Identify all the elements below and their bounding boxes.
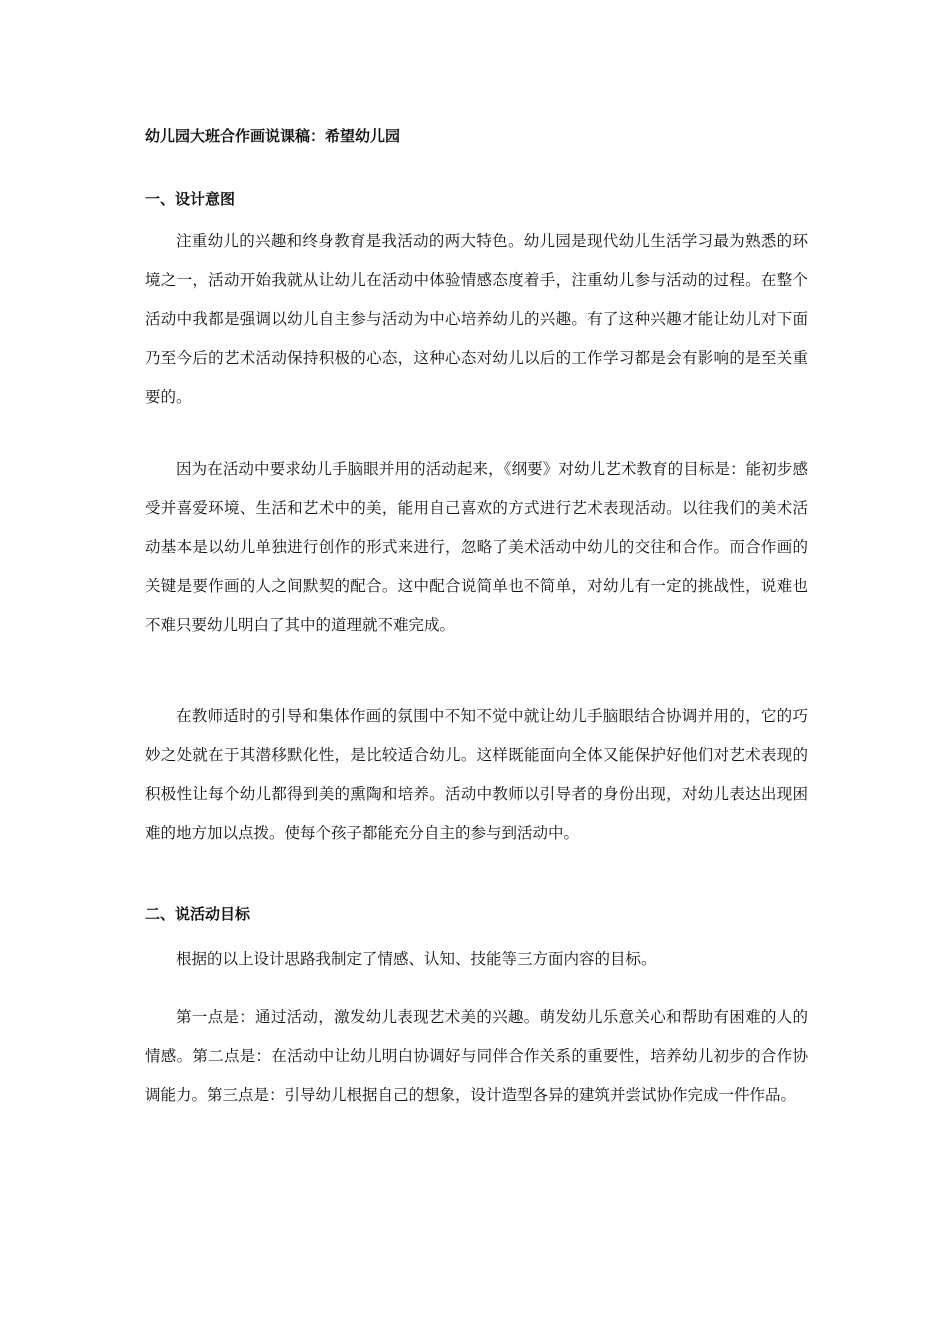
paragraph: 注重幼儿的兴趣和终身教育是我活动的两大特色。幼儿园是现代幼儿生活学习最为熟悉的环境之一，活动开始我就从让幼儿在活动中体验情感态度着手，注重幼儿参与活动的过程。在整个活动中我都是强调以幼儿自主参与活动为中心培养幼儿的兴趣。有了这种兴趣才能让幼儿对下面乃至今后的艺术活动保持积极的心态，这种心态对幼儿以后的工作学习都是会有影响的是至关重要的。: [145, 232, 808, 406]
paragraph: 第一点是：通过活动，激发幼儿表现艺术美的兴趣。萌发幼儿乐意关心和帮助有困难的人的情感。第二点是：在活动中让幼儿明白协调好与同伴合作关系的重要性，培养幼儿初步的合作协调能力。第三点是：引导幼儿根据自己的想象，设计造型各异的建筑并尝试协作完成一件作品。: [145, 1008, 808, 1104]
document-title: 幼儿园大班合作画说课稿：希望幼儿园: [145, 127, 401, 145]
paragraph: 根据的以上设计思路我制定了情感、认知、技能等三方面内容的目标。: [176, 950, 657, 968]
paragraph: 因为在活动中要求幼儿手脑眼并用的活动起来，《纲要》对幼儿艺术教育的目标是：能初步感受并喜爱环境、生活和艺术中的美，能用自己喜欢的方式进行艺术表现活动。以往我们的美术活动基本是以幼儿单独进行创作的形式来进行，忽略了美术活动中幼儿的交往和合作。而合作画的关键是要作画的人之间默契的配合。这中配合说简单也不简单，对幼儿有一定的挑战性，说难也不难只要幼儿明白了其中的道理就不难完成。: [145, 460, 808, 634]
section-heading-activity-goals: 二、说活动目标: [145, 905, 251, 923]
section-heading-design-intent: 一、设计意图: [145, 190, 236, 208]
paragraph: 在教师适时的引导和集体作画的氛围中不知不觉中就让幼儿手脑眼结合协调并用的，它的巧妙之处就在于其潜移默化性，是比较适合幼儿。这样既能面向全体又能保护好他们对艺术表现的积极性让每个幼儿都得到美的熏陶和培养。活动中教师以引导者的身份出现，对幼儿表达出现困难的地方加以点拨。使每个孩子都能充分自主的参与到活动中。: [145, 707, 808, 842]
